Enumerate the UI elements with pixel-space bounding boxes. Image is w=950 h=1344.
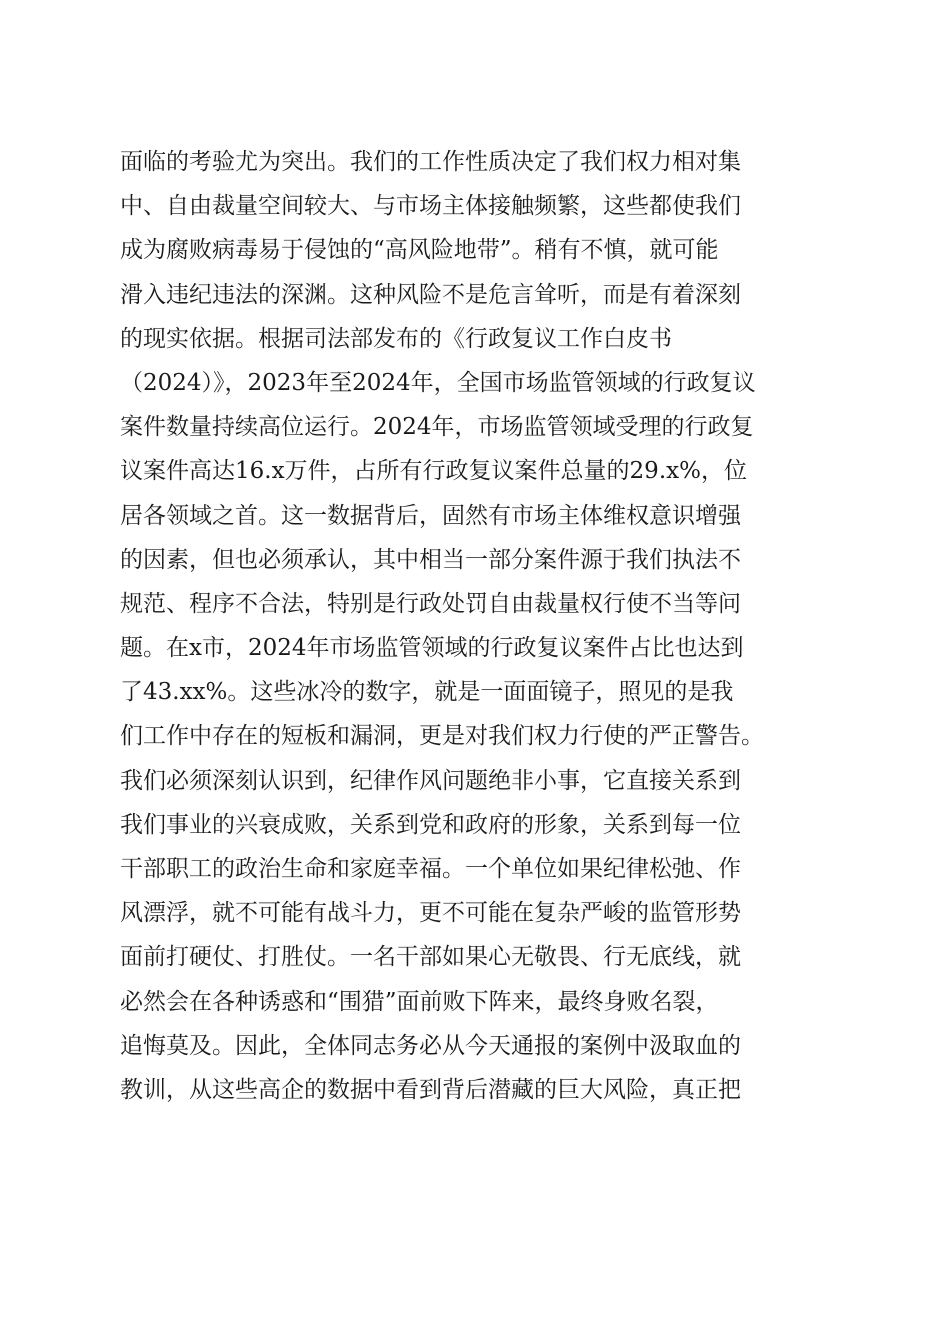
text-line: 风漂浮，就不可能有战斗力，更不可能在复杂严峻的监管形势: [120, 900, 741, 927]
text-line: 的现实依据。根据司法部发布的《行政复议工作白皮书: [120, 325, 672, 352]
text-line: 规范、程序不合法，特别是行政处罚自由裁量权行使不当等问: [120, 590, 741, 617]
text-line: （2024）》，2023年至2024年，全国市场监管领域的行政复议: [120, 369, 756, 396]
text-line: 面前打硬仗、打胜仗。一名干部如果心无敬畏、行无底线，就: [120, 944, 741, 971]
text-line: 了43.xx%。这些冰冷的数字，就是一面面镜子，照见的是我: [120, 679, 734, 706]
text-line: 题。在x市，2024年市场监管领域的行政复议案件占比也达到: [120, 635, 744, 662]
text-line: 中、自由裁量空间较大、与市场主体接触频繁，这些都使我们: [120, 193, 741, 220]
text-line: 面临的考验尤为突出。我们的工作性质决定了我们权力相对集: [120, 149, 741, 175]
body-paragraph: [120, 140, 832, 1112]
text-line: 干部职工的政治生命和家庭幸福。一个单位如果纪律松弛、作: [120, 856, 741, 882]
text-line: 必然会在各种诱惑和“围猎”面前败下阵来，最终身败名裂，: [120, 988, 719, 1015]
text-line: 追悔莫及。因此，全体同志务必从今天通报的案例中汲取血的: [120, 1032, 741, 1059]
text-line: 居各领域之首。这一数据背后，固然有市场主体维权意识增强: [120, 502, 741, 529]
text-line: 教训，从这些高企的数据中看到背后潜藏的巨大风险，真正把: [120, 1076, 741, 1103]
text-line: 我们必须深刻认识到，纪律作风问题绝非小事，它直接关系到: [120, 767, 741, 794]
text-line: 议案件高达16.x万件，占所有行政复议案件总量的29.x%，位: [120, 458, 747, 485]
text-line: 成为腐败病毒易于侵蚀的“高风险地带”。稍有不慎，就可能: [120, 237, 719, 264]
text-line: 我们事业的兴衰成败，关系到党和政府的形象，关系到每一位: [120, 811, 741, 838]
text-line: 们工作中存在的短板和漏洞，更是对我们权力行使的严正警告。: [120, 723, 764, 750]
text-line: 的因素，但也必须承认，其中相当一部分案件源于我们执法不: [120, 546, 741, 573]
text-line: 案件数量持续高位运行。2024年，市场监管领域受理的行政复: [120, 414, 754, 441]
text-line: 滑入违纪违法的深渊。这种风险不是危言耸听，而是有着深刻: [120, 281, 741, 308]
